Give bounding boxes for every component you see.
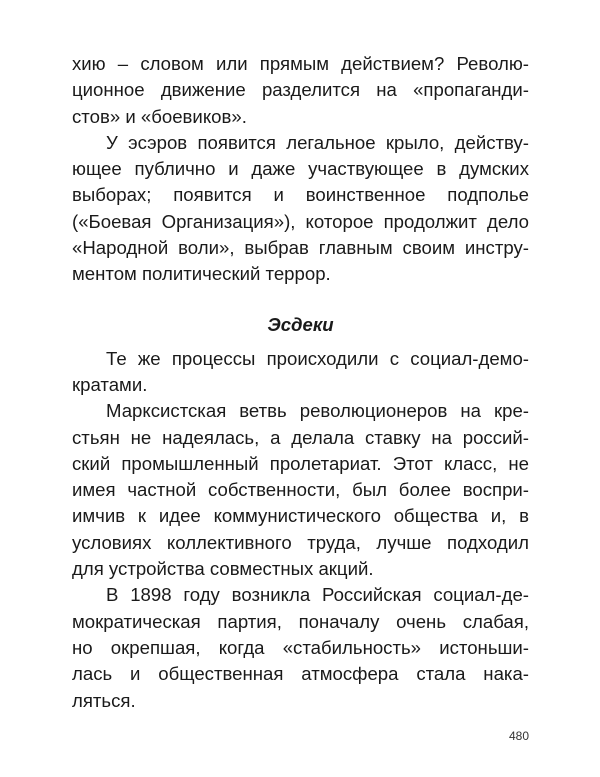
page-content [72,51,529,714]
text-line: условиях коллективного труда, лучше подходил [72,531,529,553]
text-line: кратами. [72,373,148,395]
text-line: («Боевая Организация»), которое продолжит дело [72,210,529,232]
page-number: 480 [508,729,529,743]
text-line: Марксистская ветвь революционеров на кре- [106,400,529,422]
section-heading: Эсдеки [267,313,334,335]
text-line: ментом политический террор. [72,263,331,285]
paragraph [72,582,529,713]
text-line: стьян не надеялась, а делала ставку на россий- [72,426,529,448]
text-line: но окрепшая, когда «стабильность» истоньши- [72,636,529,658]
text-line: мократическая партия, поначалу очень слабая, [72,610,529,632]
paragraph [72,51,529,130]
text-line: У эсэров появится легальное крыло, действу- [106,131,529,153]
text-line: хию – словом или прямым действием? Револю- [72,53,529,74]
text-line: ющее публично и даже участвующее в думских [72,158,529,180]
text-line: для устройства совместных акций. [72,558,374,580]
text-line: ционное движение разделится на «пропаганди- [72,79,529,101]
text-line: «Народной воли», выбрав главным своим инстру- [72,237,529,259]
text-line: Те же процессы происходили с социал-демо- [106,347,529,369]
text-line: выборах; появится и воинственное подполье [72,184,529,206]
text-line: имея частной собственности, был более воспри- [72,479,529,501]
paragraph [72,130,529,288]
text-line: имчив к идее коммунистического общества и, в [72,505,529,527]
text-line: ский промышленный пролетариат. Этот класс, не [72,452,529,474]
paragraph [72,346,529,399]
text-line: лась и общественная атмосфера стала нака- [72,663,529,685]
paragraph [72,398,529,582]
text-line: В 1898 году возникла Российская социал-де- [106,584,529,606]
text-line: стов» и «боевиков». [72,105,247,127]
text-line: ляться. [72,689,136,711]
